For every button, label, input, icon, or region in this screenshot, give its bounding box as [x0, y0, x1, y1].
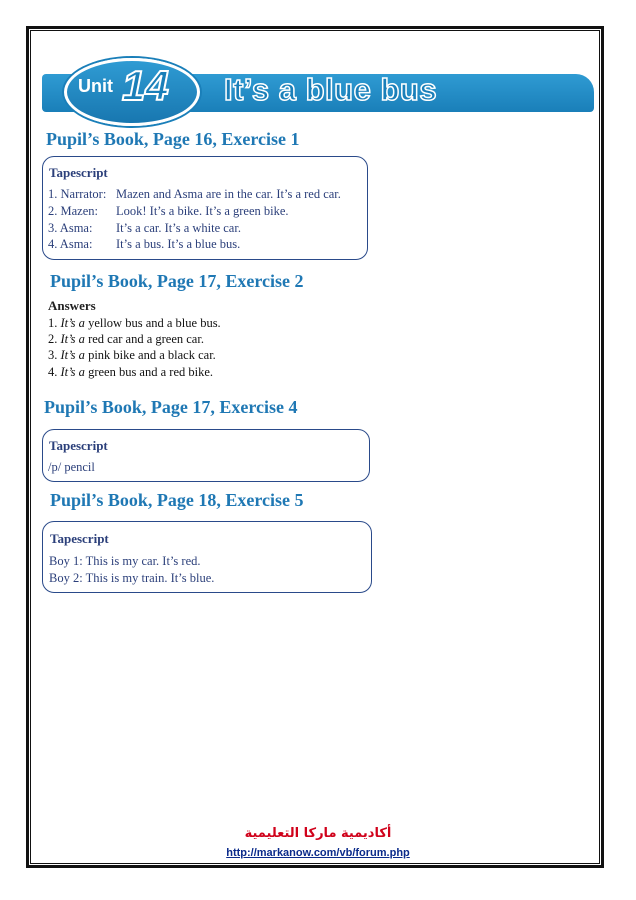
ex4-line: /p/ pencil [48, 460, 95, 474]
ex5-tapescript-box [42, 521, 372, 593]
ex4-tapescript-box [42, 429, 370, 482]
answer-number: 4. [48, 365, 58, 379]
answer-rest: green bus and a red bike. [84, 365, 214, 379]
answer-lead: It’s a [60, 316, 85, 330]
answer-2 [48, 332, 204, 347]
answer-rest: pink bike and a black car. [84, 348, 216, 362]
answer-number: 1. [48, 316, 58, 330]
answer-rest: yellow bus and a blue bus. [84, 316, 221, 330]
line-text: Mazen and Asma are in the car. It’s a red car. [116, 187, 341, 201]
ex1-line-3 [48, 221, 241, 236]
ex1-line-1 [48, 187, 341, 202]
speaker: 3. Asma: [48, 221, 93, 235]
ex1-tapescript-box [42, 156, 368, 260]
line-text: It’s a car. It’s a white car. [116, 221, 241, 235]
unit-banner [42, 62, 594, 116]
answer-lead: It’s a [60, 348, 85, 362]
speaker: 1. Narrator: [48, 187, 107, 201]
ex2-heading: Pupil’s Book, Page 17, Exercise 2 [50, 271, 304, 291]
answer-lead: It’s a [60, 365, 85, 379]
footer-arabic-title: أكاديمية ماركا التعليمية [244, 826, 392, 841]
answer-3 [48, 348, 216, 363]
unit-label: Unit [78, 76, 113, 96]
footer-url-link[interactable]: http://markanow.com/vb/forum.php [226, 847, 410, 859]
answer-1 [48, 316, 221, 331]
ex5-heading: Pupil’s Book, Page 18, Exercise 5 [50, 490, 304, 510]
unit-number: 14 [122, 62, 169, 109]
answer-number: 3. [48, 348, 58, 362]
ex4-box-title: Tapescript [49, 438, 108, 453]
line-text: It’s a bus. It’s a blue bus. [116, 237, 241, 251]
unit-title: It’s a blue bus [224, 72, 438, 107]
ex4-heading: Pupil’s Book, Page 17, Exercise 4 [44, 397, 298, 417]
answers-title: Answers [48, 298, 96, 313]
ex1-line-2 [48, 204, 289, 219]
ex1-line-4 [48, 237, 240, 252]
speaker: 2. Mazen: [48, 204, 98, 218]
ex1-heading: Pupil’s Book, Page 16, Exercise 1 [46, 129, 300, 149]
ex1-box-title: Tapescript [49, 165, 108, 180]
ex5-line-2: Boy 2: This is my train. It’s blue. [49, 571, 215, 585]
ex5-line-1: Boy 1: This is my car. It’s red. [49, 554, 201, 568]
answer-4 [48, 365, 213, 380]
ex5-box-title: Tapescript [50, 531, 109, 546]
speaker: 4. Asma: [48, 237, 93, 251]
answer-number: 2. [48, 332, 58, 346]
line-text: Look! It’s a bike. It’s a green bike. [116, 204, 289, 218]
answer-rest: red car and a green car. [84, 332, 204, 346]
answer-lead: It’s a [60, 332, 85, 346]
